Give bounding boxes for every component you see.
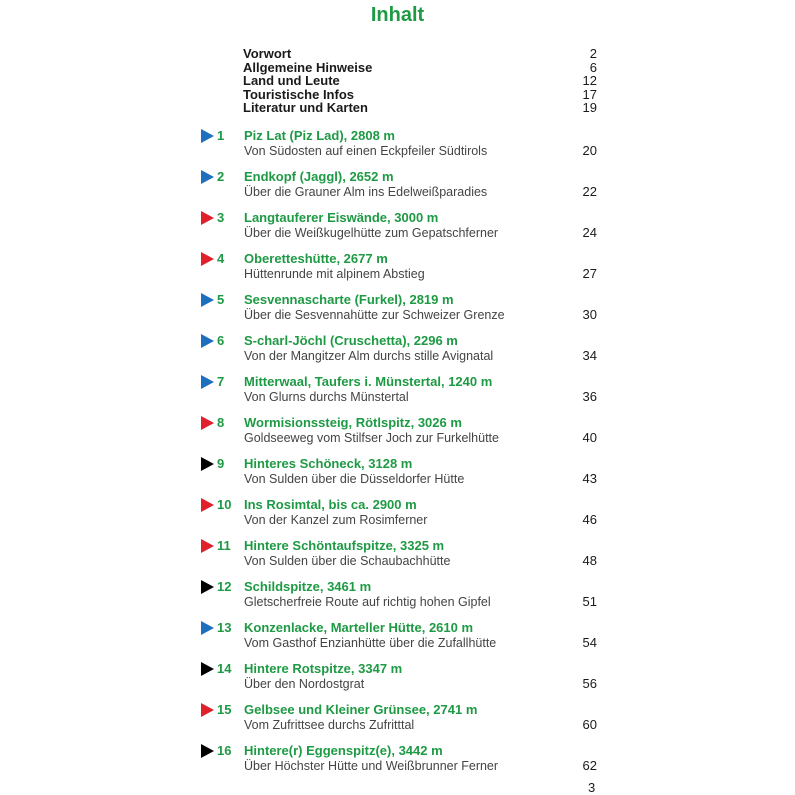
tour-entry[interactable]: [0, 251, 795, 285]
front-matter-page: 17: [582, 86, 597, 102]
tour-description: Von der Kanzel zum Rosimferner: [244, 513, 428, 527]
tour-entry[interactable]: [0, 169, 795, 203]
tour-page: 56: [582, 676, 597, 691]
tour-title: Konzenlacke, Marteller Hütte, 2610 m: [244, 620, 474, 635]
tour-title: Piz Lat (Piz Lad), 2808 m: [244, 128, 395, 143]
difficulty-arrow-icon: [201, 621, 214, 635]
tour-title: Gelbsee und Kleiner Grünsee, 2741 m: [244, 702, 478, 717]
tour-page: 51: [582, 594, 597, 609]
page-title: Inhalt: [370, 4, 425, 26]
tour-number: 5: [217, 292, 225, 307]
front-matter-list: [243, 47, 597, 115]
tour-number: 14: [217, 661, 232, 676]
tour-page: 20: [582, 143, 597, 158]
difficulty-arrow-icon: [201, 457, 214, 471]
tour-description: Von Sulden über die Schaubachhütte: [244, 554, 451, 568]
front-matter-page: 12: [582, 73, 597, 89]
tour-description: Über den Nordostgrat: [244, 677, 365, 691]
tour-number: 10: [217, 497, 232, 512]
tour-number: 15: [217, 702, 232, 717]
difficulty-arrow-icon: [201, 252, 214, 266]
difficulty-arrow-icon: [201, 703, 214, 717]
tour-entry[interactable]: [0, 128, 795, 162]
tour-entry[interactable]: [0, 374, 795, 408]
tour-title: Schildspitze, 3461 m: [244, 579, 372, 594]
tour-description: Von Sulden über die Düsseldorfer Hütte: [244, 472, 465, 486]
tour-title: Ins Rosimtal, bis ca. 2900 m: [244, 497, 417, 512]
tour-entry[interactable]: [0, 661, 795, 695]
tour-entry[interactable]: [0, 538, 795, 572]
tour-page: 34: [582, 348, 597, 363]
tour-page: 30: [582, 307, 597, 322]
tour-number: 6: [217, 333, 225, 348]
tour-description: Hüttenrunde mit alpinem Abstieg: [244, 267, 425, 281]
tour-number: 8: [217, 415, 225, 430]
tour-page: 36: [582, 389, 597, 404]
tour-page: 22: [582, 184, 597, 199]
tour-title: Sesvennascharte (Furkel), 2819 m: [244, 292, 454, 307]
tour-number: 4: [217, 251, 225, 266]
front-matter-page: 19: [582, 100, 597, 116]
tour-entry[interactable]: [0, 579, 795, 613]
tour-page: 60: [582, 717, 597, 732]
front-matter-page: 2: [589, 46, 597, 61]
tour-page: 46: [582, 512, 597, 527]
tour-entry[interactable]: [0, 702, 795, 736]
front-matter-row[interactable]: [243, 74, 597, 88]
difficulty-arrow-icon: [201, 211, 214, 225]
tour-number: 13: [217, 620, 232, 635]
front-matter-row[interactable]: [243, 88, 597, 102]
tour-description: Von Südosten auf einen Eckpfeiler Südtirols: [244, 144, 488, 158]
difficulty-arrow-icon: [201, 744, 214, 758]
tour-page: 54: [582, 635, 597, 650]
front-matter-label: Touristische Infos: [243, 86, 354, 102]
tour-number: 16: [217, 743, 232, 758]
tour-number: 3: [217, 210, 225, 225]
front-matter-label: Vorwort: [243, 46, 292, 61]
tour-page: 24: [582, 225, 597, 240]
front-matter-label: Land und Leute: [243, 73, 340, 89]
tour-title: Wormisionssteig, Rötlspitz, 3026 m: [244, 415, 462, 430]
tour-title: Hintere Schöntaufspitze, 3325 m: [244, 538, 445, 553]
tour-description: Gletscherfreie Route auf richtig hohen Gipfel: [244, 595, 491, 609]
tour-title: Endkopf (Jaggl), 2652 m: [244, 169, 394, 184]
tour-title: Hintere(r) Eggenspitz(e), 3442 m: [244, 743, 443, 758]
difficulty-arrow-icon: [201, 293, 214, 307]
tour-entry[interactable]: [0, 620, 795, 654]
tour-entry[interactable]: [0, 415, 795, 449]
difficulty-arrow-icon: [201, 416, 214, 430]
tour-description: Über die Sesvennahütte zur Schweizer Grenze: [244, 308, 505, 322]
page-number: 3: [588, 780, 596, 795]
difficulty-arrow-icon: [201, 539, 214, 553]
difficulty-arrow-icon: [201, 375, 214, 389]
tour-title: Mitterwaal, Taufers i. Münstertal, 1240 m: [244, 374, 493, 389]
difficulty-arrow-icon: [201, 129, 214, 143]
tour-entry[interactable]: [0, 743, 795, 777]
tour-entry[interactable]: [0, 333, 795, 367]
tour-entry[interactable]: [0, 292, 795, 326]
tour-description: Von der Mangitzer Alm durchs stille Avignatal: [244, 349, 494, 363]
tour-title: Oberetteshütte, 2677 m: [244, 251, 388, 266]
tour-description: Über Höchster Hütte und Weißbrunner Ferner: [244, 759, 499, 773]
tour-title: Langtauferer Eiswände, 3000 m: [244, 210, 439, 225]
tour-description: Vom Gasthof Enzianhütte über die Zufallhütte: [244, 636, 497, 650]
difficulty-arrow-icon: [201, 498, 214, 512]
tour-number: 12: [217, 579, 232, 594]
tour-number: 7: [217, 374, 225, 389]
tour-entry[interactable]: [0, 497, 795, 531]
tour-page: 48: [582, 553, 597, 568]
front-matter-row[interactable]: [243, 101, 597, 115]
tour-page: 62: [582, 758, 597, 773]
tour-page: 27: [582, 266, 597, 281]
tour-description: Über die Weißkugelhütte zum Gepatschferner: [244, 226, 499, 240]
tour-description: Goldseeweg vom Stilfser Joch zur Furkelhütte: [244, 431, 499, 445]
front-matter-row[interactable]: [243, 61, 597, 75]
front-matter-label: Allgemeine Hinweise: [243, 59, 373, 75]
difficulty-arrow-icon: [201, 334, 214, 348]
tour-page: 43: [582, 471, 597, 486]
difficulty-arrow-icon: [201, 662, 214, 676]
tour-number: 11: [217, 538, 231, 553]
difficulty-arrow-icon: [201, 170, 214, 184]
tour-page: 40: [582, 430, 597, 445]
front-matter-page: 6: [589, 59, 597, 75]
tour-entry[interactable]: [0, 456, 795, 490]
tour-title: Hintere Rotspitze, 3347 m: [244, 661, 403, 676]
tour-title: Hinteres Schöneck, 3128 m: [244, 456, 413, 471]
tour-title: S-charl-Jöchl (Cruschetta), 2296 m: [244, 333, 458, 348]
tour-description: Vom Zufrittsee durchs Zufritttal: [244, 718, 415, 732]
tour-number: 9: [217, 456, 225, 471]
front-matter-row[interactable]: [243, 47, 597, 61]
tour-description: Von Glurns durchs Münstertal: [244, 390, 409, 404]
tour-number: 1: [217, 128, 225, 143]
difficulty-arrow-icon: [201, 580, 214, 594]
tour-entry[interactable]: [0, 210, 795, 244]
tour-description: Über die Grauner Alm ins Edelweißparadies: [244, 185, 488, 199]
tour-number: 2: [217, 169, 225, 184]
front-matter-label: Literatur und Karten: [243, 100, 368, 116]
